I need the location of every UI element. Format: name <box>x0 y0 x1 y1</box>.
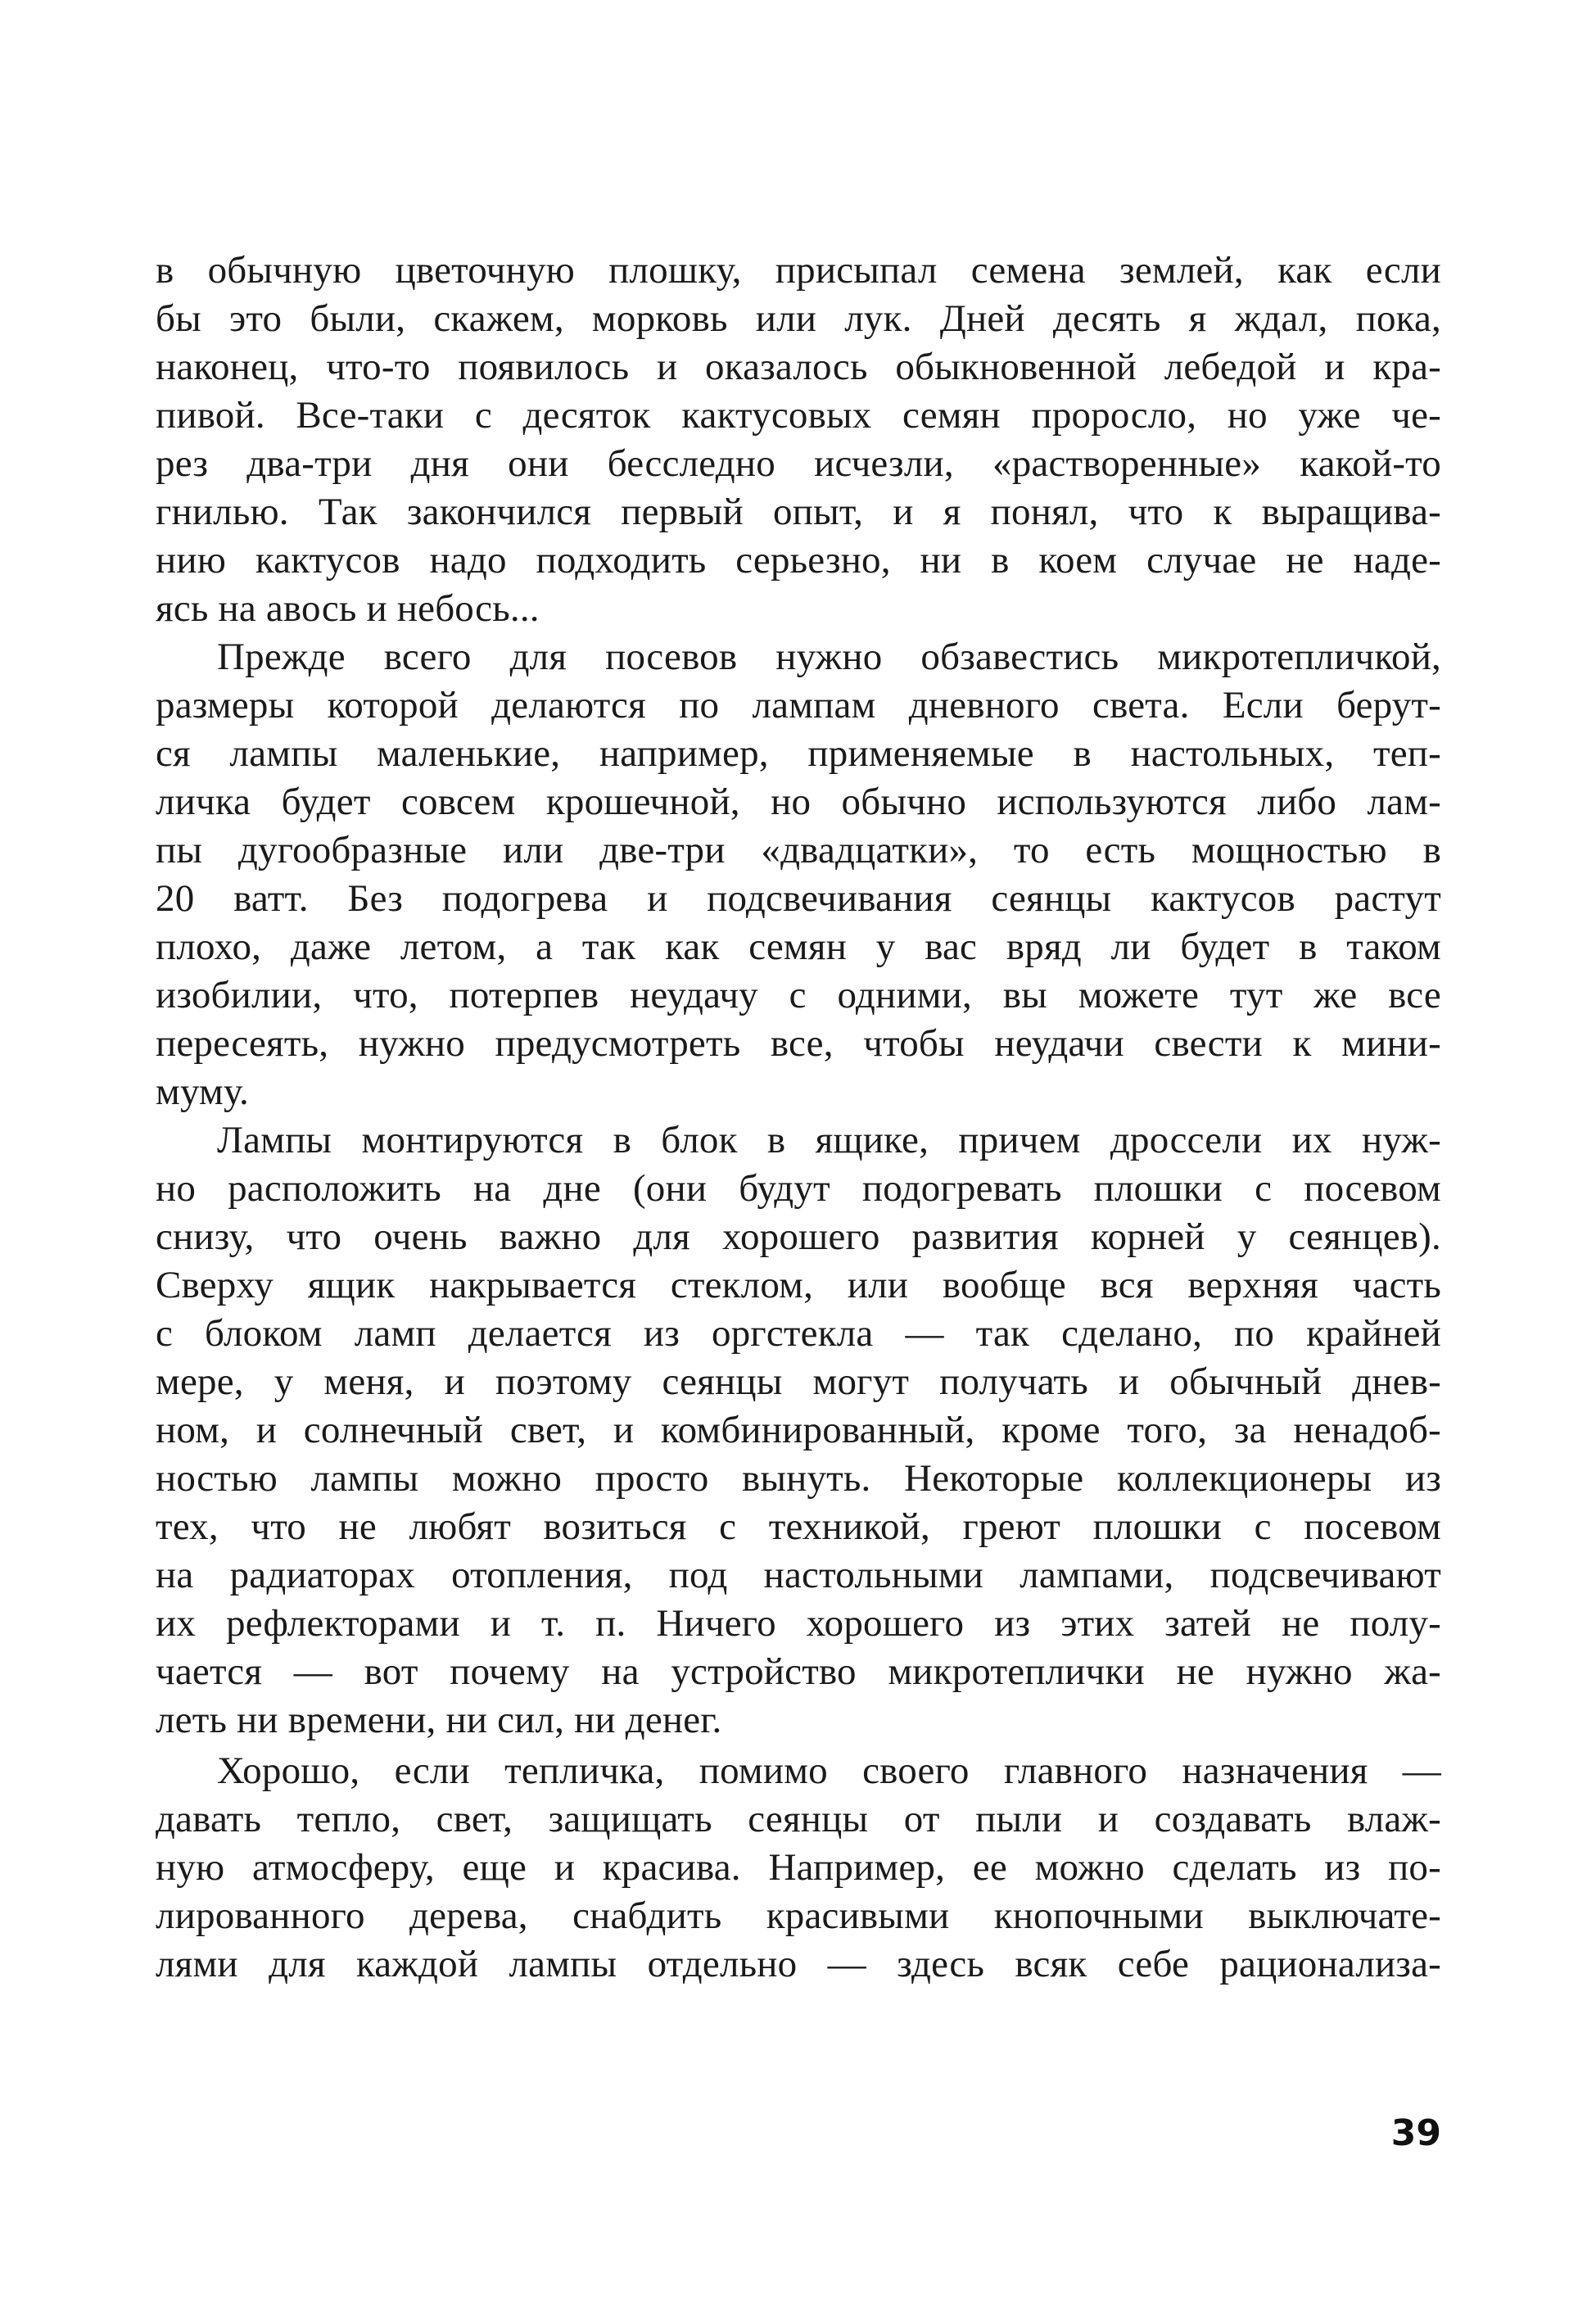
text-line: изобилии, что, потерпев неудачу с одними, вы можете тут же все <box>156 974 1441 1016</box>
text-line: 20 ватт. Без подогрева и подсвечивания сеянцы кактусов растут <box>156 877 1441 920</box>
text-line: рез два-три дня они бесследно исчезли, «растворенные» какой-то <box>156 442 1441 485</box>
text-line: пивой. Все-таки с десяток кактусовых семян проросло, но уже че- <box>156 394 1441 437</box>
text-line: гнилью. Так закончился первый опыт, и я понял, что к выращива- <box>156 491 1441 533</box>
text-line: личка будет совсем крошечной, но обычно используются либо лам- <box>156 781 1441 823</box>
text-line: Прежде всего для посевов нужно обзавестись микротепличкой, <box>217 636 1441 678</box>
text-line: ную атмосферу, еще и красива. Например, ее можно сделать из по- <box>156 1846 1441 1889</box>
text-line: ностью лампы можно просто вынуть. Некоторые коллекционеры из <box>156 1457 1441 1500</box>
text-line: тех, что не любят возиться с техникой, греют плошки с посевом <box>156 1505 1441 1548</box>
text-line: Хорошо, если тепличка, помимо своего главного назначения — <box>217 1749 1441 1792</box>
text-line: на радиаторах отопления, под настольными лампами, подсвечивают <box>156 1554 1441 1596</box>
text-line: давать тепло, свет, защищать сеянцы от пыли и создавать влаж- <box>156 1798 1441 1840</box>
text-line: наконец, что-то появилось и оказалось обыкновенной лебедой и кра- <box>156 346 1441 388</box>
text-line: муму. <box>156 1070 249 1113</box>
text-line: ся лампы маленькие, например, применяемые в настольных, теп- <box>156 732 1441 775</box>
text-line: ном, и солнечный свет, и комбинированный, кроме того, за ненадоб- <box>156 1409 1441 1451</box>
text-line: чается — вот почему на устройство микротеплички не нужно жа- <box>156 1650 1441 1693</box>
text-line: размеры которой делаются по лампам дневного света. Если берут- <box>156 684 1441 726</box>
text-line: пы дугообразные или две-три «двадцатки», то есть мощностью в <box>156 829 1441 871</box>
text-line: плохо, даже летом, а так как семян у вас вряд ли будет в таком <box>156 926 1441 968</box>
text-line: лями для каждой лампы отдельно — здесь всяк себе рационализа- <box>156 1943 1441 1985</box>
text-line: Лампы монтируются в блок в ящике, причем дроссели их нуж- <box>217 1119 1441 1161</box>
text-line: бы это были, скажем, морковь или лук. Дней десять я ждал, пока, <box>156 297 1441 340</box>
text-line: Сверху ящик накрывается стеклом, или вообще вся верхняя часть <box>156 1264 1441 1306</box>
text-line: но расположить на дне (они будут подогревать плошки с посевом <box>156 1167 1441 1210</box>
text-line: леть ни времени, ни сил, ни денег. <box>156 1699 722 1741</box>
text-line: в обычную цветочную плошку, присыпал семена землей, как если <box>156 249 1441 292</box>
text-line: снизу, что очень важно для хорошего развития корней у сеянцев). <box>156 1215 1441 1258</box>
text-line: лированного дерева, снабдить красивыми кнопочными выключате- <box>156 1894 1441 1937</box>
text-line: их рефлекторами и т. п. Ничего хорошего из этих затей не полу- <box>156 1602 1441 1645</box>
page-number: 39 <box>1390 2112 1441 2154</box>
text-line: с блоком ламп делается из оргстекла — так сделано, по крайней <box>156 1312 1441 1355</box>
text-line: ясь на авось и небось... <box>156 587 540 630</box>
text-line: мере, у меня, и поэтому сеянцы могут получать и обычный днев- <box>156 1360 1441 1403</box>
text-line: пересеять, нужно предусмотреть все, чтобы неудачи свести к мини- <box>156 1022 1441 1065</box>
text-line: нию кактусов надо подходить серьезно, ни в коем случае не наде- <box>156 539 1441 582</box>
